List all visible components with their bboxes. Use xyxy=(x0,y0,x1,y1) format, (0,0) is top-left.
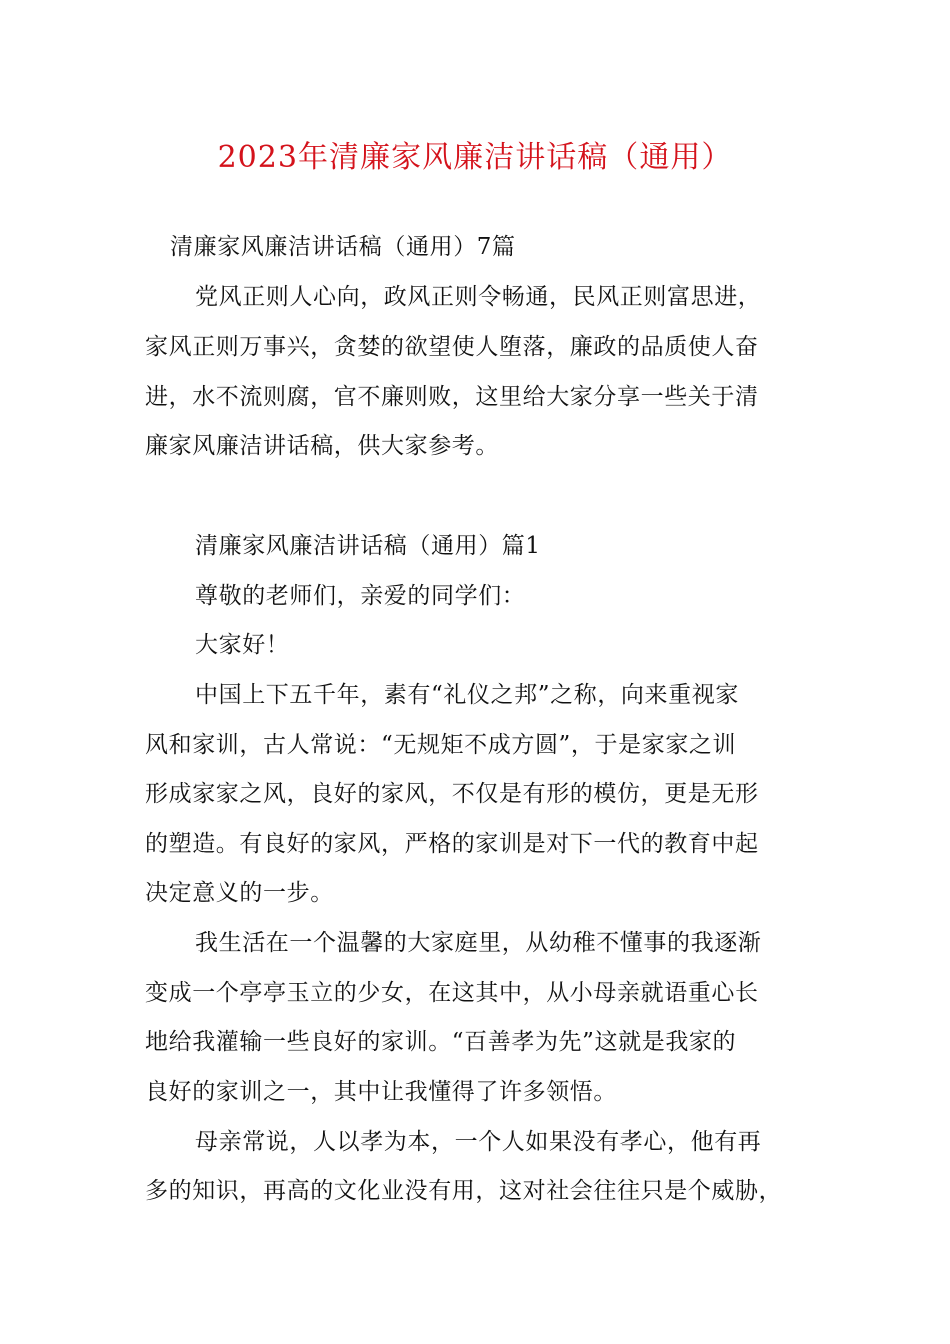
paragraph-line: 决定意义的一步。 xyxy=(145,880,334,906)
section-heading: 清廉家风廉洁讲话稿（通用）篇1 xyxy=(195,533,541,559)
paragraph-line: 进，水不流则腐，官不廉则败，这里给大家分享一些关于清 xyxy=(145,384,759,410)
paragraph-line: 中国上下五千年，素有“礼仪之邦”之称，向来重视家 xyxy=(195,682,739,708)
paragraph-line: 多的知识，再高的文化业没有用，这对社会往往只是个威胁， xyxy=(145,1178,783,1204)
salutation: 尊敬的老师们，亲爱的同学们： xyxy=(195,583,526,609)
paragraph-line: 家风正则万事兴，贪婪的欲望使人堕落，廉政的品质使人奋 xyxy=(145,334,759,360)
paragraph-line: 我生活在一个温馨的大家庭里，从幼稚不懂事的我逐渐 xyxy=(195,930,762,956)
paragraph-line: 廉家风廉洁讲话稿，供大家参考。 xyxy=(145,433,499,459)
paragraph-line: 地给我灌输一些良好的家训。“百善孝为先”这就是我家的 xyxy=(145,1029,737,1055)
paragraph-line: 风和家训，古人常说：“无规矩不成方圆”，于是家家之训 xyxy=(145,732,737,758)
paragraph-line: 变成一个亭亭玉立的少女，在这其中，从小母亲就语重心长 xyxy=(145,980,759,1006)
paragraph-line: 母亲常说，人以孝为本，一个人如果没有孝心，他有再 xyxy=(195,1129,762,1155)
paragraph-line: 形成家家之风，良好的家风，不仅是有形的模仿，更是无形 xyxy=(145,781,759,807)
document-subtitle: 清廉家风廉洁讲话稿（通用）7篇 xyxy=(170,234,516,260)
paragraph-line: 的塑造。有良好的家风，严格的家训是对下一代的教育中起 xyxy=(145,831,759,857)
greeting: 大家好！ xyxy=(195,632,290,658)
paragraph-line: 良好的家训之一，其中让我懂得了许多领悟。 xyxy=(145,1079,617,1105)
paragraph-line: 党风正则人心向，政风正则令畅通，民风正则富思进， xyxy=(195,284,762,310)
document-title: 2023年清廉家风廉洁讲话稿（通用） xyxy=(217,140,733,175)
